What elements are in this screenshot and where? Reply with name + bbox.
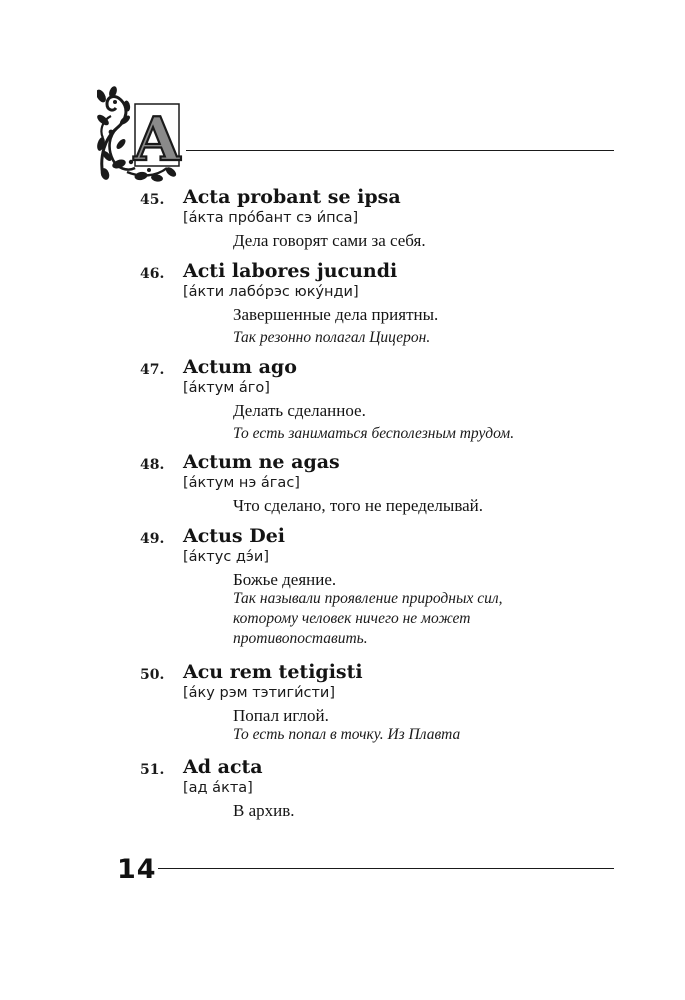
- commentary: Так называли проявление природных сил,: [233, 590, 503, 607]
- commentary: противопоставить.: [233, 630, 368, 647]
- pronunciation: [а́ку рэм тэтиги́сти]: [183, 685, 336, 701]
- translation: Завершенные дела приятны.: [233, 305, 439, 324]
- pronunciation: [а́кти лабо́рэс юку́нди]: [183, 284, 359, 300]
- entry-number: 51.: [140, 762, 165, 778]
- latin-phrase: Acu rem tetigisti: [183, 661, 363, 683]
- translation: Попал иглой.: [233, 706, 329, 725]
- translation: Божье деяние.: [233, 570, 337, 589]
- latin-phrase: Ad acta: [183, 756, 263, 778]
- pronunciation: [ад а́кта]: [183, 780, 253, 796]
- commentary: То есть попал в точку. Из Плавта: [233, 726, 461, 743]
- page-number: 14: [117, 854, 157, 885]
- latin-phrase: Actus Dei: [183, 525, 285, 547]
- translation: В архив.: [233, 801, 295, 820]
- commentary: Так резонно полагал Цицерон.: [233, 329, 431, 346]
- latin-phrase: Actum ago: [183, 356, 297, 378]
- drop-cap-letter: A: [133, 105, 181, 175]
- entry-number: 50.: [140, 667, 165, 683]
- translation: Что сделано, того не переделывай.: [233, 496, 484, 515]
- entry-number: 49.: [140, 531, 165, 547]
- header-rule: [186, 150, 614, 151]
- entry-number: 45.: [140, 192, 165, 208]
- pronunciation: [а́ктум а́го]: [183, 380, 270, 396]
- ornamental-drop-cap: [97, 86, 189, 182]
- latin-phrase: Acti labores jucundi: [183, 260, 398, 282]
- pronunciation: [а́ктум нэ а́гас]: [183, 475, 300, 491]
- translation: Делать сделанное.: [233, 401, 366, 420]
- commentary: которому человек ничего не может: [233, 610, 471, 627]
- entry-number: 46.: [140, 266, 165, 282]
- latin-phrase: Acta probant se ipsa: [183, 186, 401, 208]
- footer-rule: [158, 868, 614, 869]
- translation: Дела говорят сами за себя.: [233, 231, 426, 250]
- pronunciation: [а́ктус дэ́и]: [183, 549, 269, 565]
- pronunciation: [а́кта про́бант сэ и́пса]: [183, 210, 359, 226]
- entry-number: 47.: [140, 362, 165, 378]
- commentary: То есть заниматься бесполезным трудом.: [233, 425, 515, 442]
- entry-number: 48.: [140, 457, 165, 473]
- latin-phrase: Actum ne agas: [183, 451, 340, 473]
